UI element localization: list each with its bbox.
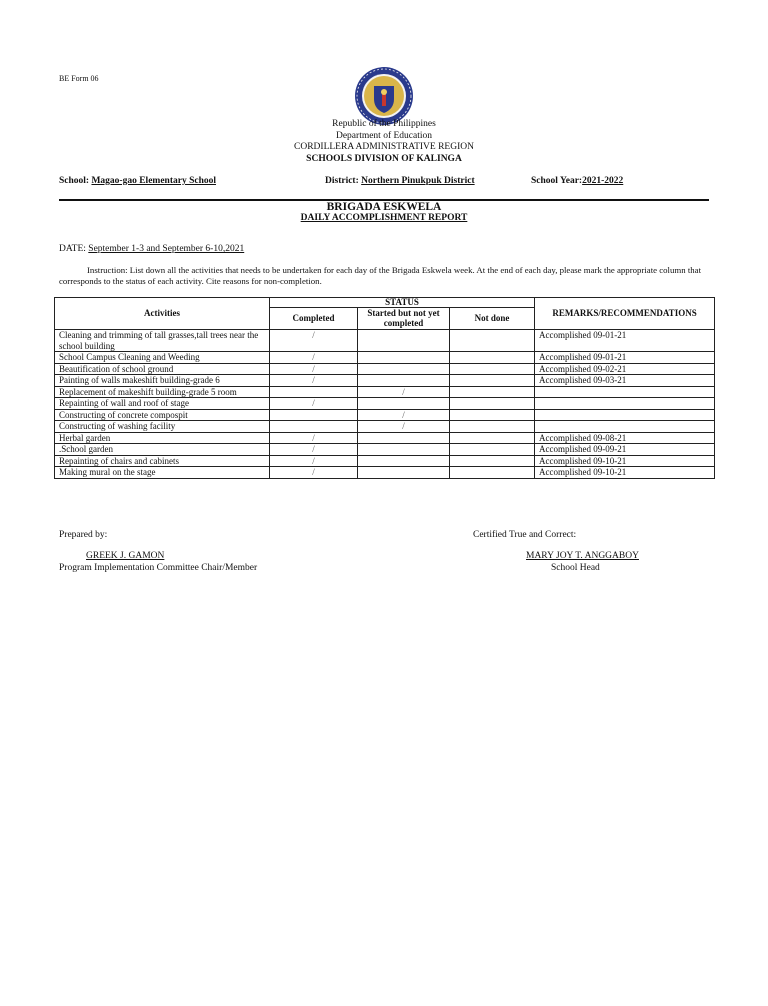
- completed-cell: /: [270, 455, 358, 467]
- started-cell: /: [358, 421, 450, 433]
- table-row: [55, 386, 715, 398]
- header-not-done: Not done: [450, 308, 535, 330]
- remarks-cell: [535, 409, 715, 421]
- prepared-name: GREEK J. GAMON: [86, 551, 165, 561]
- remarks-cell: Accomplished 09-02-21: [535, 363, 715, 375]
- remarks-cell: [535, 398, 715, 410]
- started-cell: [358, 467, 450, 479]
- form-code: BE Form 06: [59, 74, 99, 83]
- remarks-cell: Accomplished 09-01-21: [535, 352, 715, 364]
- activity-cell: .School garden: [55, 444, 270, 456]
- completed-cell: /: [270, 467, 358, 479]
- page-subtitle: DAILY ACCOMPLISHMENT REPORT: [300, 213, 468, 223]
- header-completed: Completed: [270, 308, 358, 330]
- remarks-cell: [535, 386, 715, 398]
- started-cell: [358, 398, 450, 410]
- table-row: [55, 363, 715, 375]
- completed-cell: /: [270, 352, 358, 364]
- date-label: DATE:: [59, 244, 86, 254]
- instruction-text: [59, 265, 719, 287]
- header-activities: Activities: [55, 298, 270, 330]
- school-year-value: 2021-2022: [582, 176, 624, 186]
- not-done-cell: [450, 386, 535, 398]
- table-row: [55, 330, 715, 352]
- prepared-role: Program Implementation Committee Chair/Member: [59, 563, 258, 573]
- activity-cell: Replacement of makeshift building-grade 5 room: [55, 386, 270, 398]
- started-cell: [358, 352, 450, 364]
- activity-cell: Painting of walls makeshift building-grade 6: [55, 375, 270, 387]
- not-done-cell: [450, 421, 535, 433]
- district-label: District:: [325, 176, 359, 186]
- district-value: Northern Pinukpuk District: [361, 176, 475, 186]
- header-region: CORDILLERA ADMINISTRATIVE REGION: [294, 142, 474, 152]
- started-cell: [358, 432, 450, 444]
- header-department: Department of Education: [335, 130, 433, 141]
- completed-cell: /: [270, 375, 358, 387]
- activity-cell: Herbal garden: [55, 432, 270, 444]
- remarks-cell: Accomplished 09-09-21: [535, 444, 715, 456]
- activity-cell: Constructing of washing facility: [55, 421, 270, 433]
- certified-label: Certified True and Correct:: [473, 530, 577, 540]
- activity-cell: Repainting of chairs and cabinets: [55, 455, 270, 467]
- completed-cell: [270, 386, 358, 398]
- remarks-cell: Accomplished 09-03-21: [535, 375, 715, 387]
- started-cell: /: [358, 409, 450, 421]
- date-field: [59, 244, 244, 254]
- school-year-field: [531, 176, 623, 186]
- completed-cell: /: [270, 398, 358, 410]
- remarks-cell: Accomplished 09-08-21: [535, 432, 715, 444]
- table-row: [55, 375, 715, 387]
- remarks-cell: Accomplished 09-10-21: [535, 455, 715, 467]
- completed-cell: /: [270, 363, 358, 375]
- certified-name: MARY JOY T. ANGGABOY: [526, 551, 639, 561]
- deped-seal-logo: [354, 66, 414, 126]
- table-row: [55, 421, 715, 433]
- table-row: [55, 398, 715, 410]
- remarks-cell: [535, 421, 715, 433]
- page-title: BRIGADA ESKWELA: [326, 201, 442, 213]
- header-started: Started but not yet completed: [358, 308, 450, 330]
- header-status: STATUS: [270, 298, 535, 308]
- started-cell: /: [358, 386, 450, 398]
- school-value: Magao-gao Elementary School: [91, 176, 217, 186]
- date-value: September 1-3 and September 6-10,2021: [88, 244, 245, 254]
- completed-cell: /: [270, 330, 358, 352]
- header-country: Republic of the Philippines: [332, 119, 436, 129]
- table-row: [55, 352, 715, 364]
- activity-cell: Beautification of school ground: [55, 363, 270, 375]
- not-done-cell: [450, 352, 535, 364]
- school-year-label: School Year:: [531, 176, 583, 186]
- accomplishment-table: [54, 297, 715, 479]
- remarks-cell: Accomplished 09-01-21: [535, 330, 715, 352]
- table-row: [55, 432, 715, 444]
- not-done-cell: [450, 409, 535, 421]
- remarks-cell: Accomplished 09-10-21: [535, 467, 715, 479]
- certified-role: School Head: [551, 563, 600, 573]
- header-division: SCHOOLS DIVISION OF KALINGA: [306, 153, 462, 164]
- started-cell: [358, 455, 450, 467]
- activity-cell: Cleaning and trimming of tall grasses,tall trees near the school building: [55, 330, 270, 352]
- table-row: [55, 455, 715, 467]
- not-done-cell: [450, 467, 535, 479]
- not-done-cell: [450, 455, 535, 467]
- prepared-label: Prepared by:: [59, 530, 108, 540]
- header-remarks: REMARKS/RECOMMENDATIONS: [535, 298, 715, 330]
- not-done-cell: [450, 375, 535, 387]
- not-done-cell: [450, 444, 535, 456]
- started-cell: [358, 330, 450, 352]
- not-done-cell: [450, 363, 535, 375]
- activity-cell: Making mural on the stage: [55, 467, 270, 479]
- completed-cell: /: [270, 432, 358, 444]
- table-row: [55, 467, 715, 479]
- header-block: [0, 119, 768, 165]
- school-field: [59, 176, 216, 186]
- not-done-cell: [450, 330, 535, 352]
- district-field: [325, 176, 475, 186]
- started-cell: [358, 444, 450, 456]
- table-row: [55, 444, 715, 456]
- table-row: [55, 409, 715, 421]
- not-done-cell: [450, 398, 535, 410]
- started-cell: [358, 375, 450, 387]
- completed-cell: [270, 421, 358, 433]
- instruction-body: Instruction: List down all the activities that needs to be undertaken for each day of the Brigada Eskwela week. At the end of each day, please mark the appropriate column that corresponds to the status of each activity. Cite reasons for non-completion.: [59, 265, 702, 286]
- completed-cell: [270, 409, 358, 421]
- started-cell: [358, 363, 450, 375]
- activity-cell: Repainting of wall and roof of stage: [55, 398, 270, 410]
- activity-cell: Constructing of concrete compospit: [55, 409, 270, 421]
- activity-cell: School Campus Cleaning and Weeding: [55, 352, 270, 364]
- completed-cell: /: [270, 444, 358, 456]
- not-done-cell: [450, 432, 535, 444]
- school-label: School:: [59, 176, 90, 186]
